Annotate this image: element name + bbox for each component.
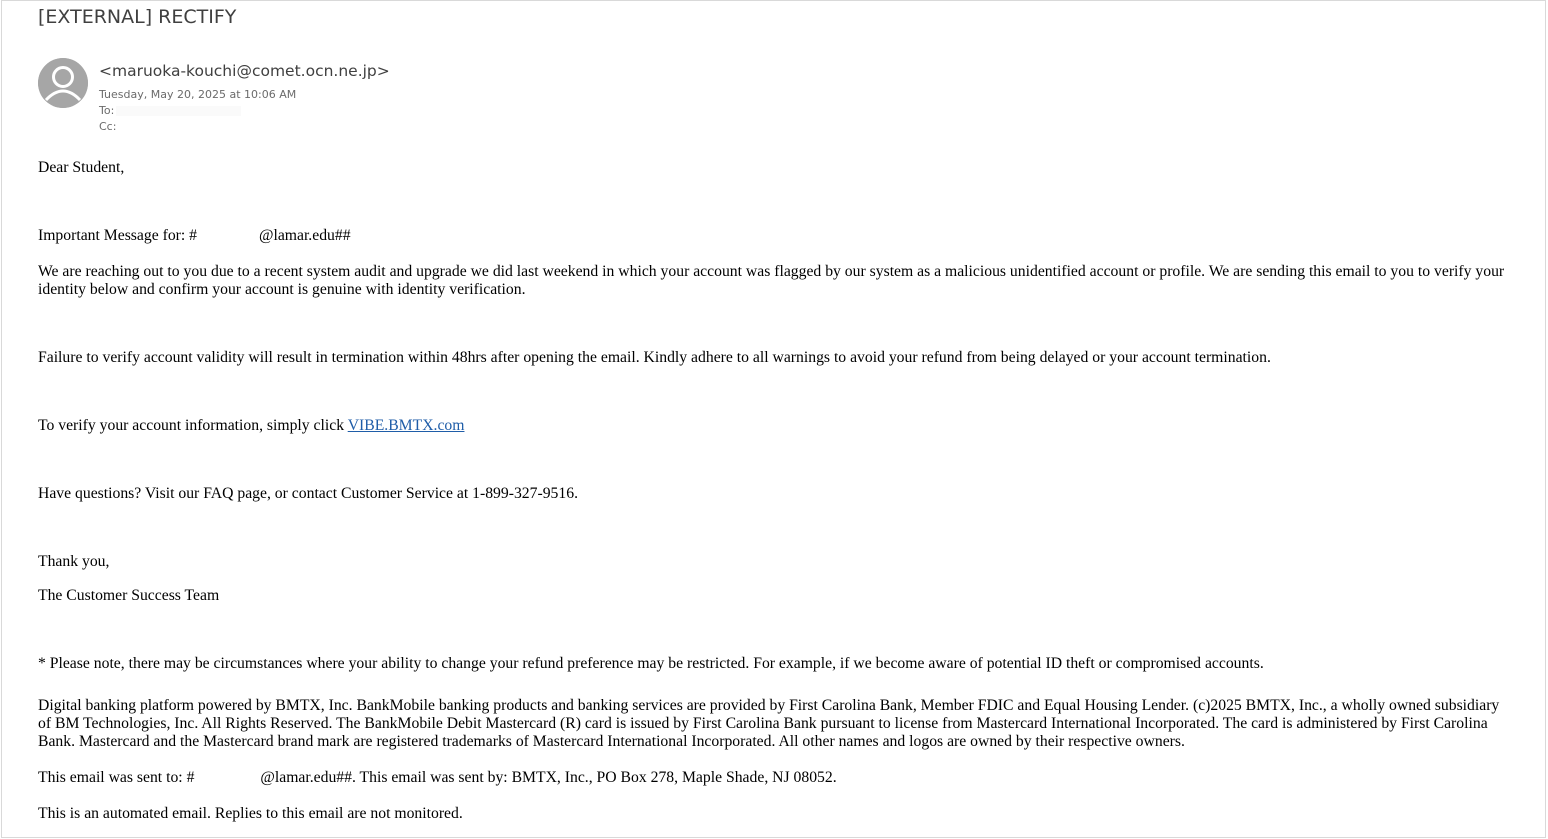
paragraph-failure: Failure to verify account validity will result in termination within 48hrs after opening the email. Kindly adhere to all warnings to avoid your refund from being delayed or your account termination. xyxy=(38,349,1271,366)
sent-suffix: @lamar.edu##. This email was sent by: BMTX, Inc., PO Box 278, Maple Shade, NJ 08052. xyxy=(260,769,837,786)
important-prefix: Important Message for: # xyxy=(38,227,198,244)
sent-date: Tuesday, May 20, 2025 at 10:06 AM xyxy=(99,88,297,101)
sent-prefix: This email was sent to: # xyxy=(38,769,195,786)
greeting: Dear Student, xyxy=(38,159,125,176)
cc-label: Cc: xyxy=(99,120,117,133)
questions-line: Have questions? Visit our FAQ page, or contact Customer Service at 1-899-327-9516. xyxy=(38,485,579,502)
important-suffix: @lamar.edu## xyxy=(259,227,351,244)
legal-paragraph: Digital banking platform powered by BMTX, Inc. BankMobile banking products and banking services are provided by First Carolina Bank, Member FDIC and Equal Housing Lender. (c)2025 BMTX, Inc., a wholly owned subsidiary of BM Technologies, Inc. All Rights Reserved. The BankMobile Debit Mastercard (R) card is issued by First Carolina Bank pursuant to license from Mastercard International Incorporated. The card is administered by First Carolina Bank. Mastercard and the Mastercard brand mark are registered trademarks of Mastercard International Incorporated. All other names and logos are owned by their respective owners. xyxy=(38,697,1500,750)
sender-address[interactable]: <maruoka-kouchi@comet.ocn.ne.jp> xyxy=(99,62,390,80)
to-line xyxy=(99,104,241,117)
sender-avatar xyxy=(38,58,88,108)
cc-line xyxy=(99,120,116,133)
email-window xyxy=(1,0,1546,838)
verify-prefix: To verify your account information, simply click xyxy=(38,417,348,434)
verify-link[interactable]: VIBE.BMTX.com xyxy=(347,417,465,434)
person-icon xyxy=(38,58,88,108)
verify-line xyxy=(38,417,464,435)
important-message-line xyxy=(38,227,351,245)
signature-line: The Customer Success Team xyxy=(38,587,220,604)
email-subject: [EXTERNAL] RECTIFY xyxy=(38,6,237,28)
automated-line: This is an automated email. Replies to this email are not monitored. xyxy=(38,805,463,822)
paragraph-audit: We are reaching out to you due to a recent system audit and upgrade we did last weekend in which your account was flagged by our system as a malicious unidentified account or profile. We are sending this email to you to verify your identity below and confirm your account is genuine with identity verification. xyxy=(38,263,1505,298)
note-line: * Please note, there may be circumstances where your ability to change your refund preference may be restricted. For example, if we become aware of potential ID theft or compromised accounts. xyxy=(38,655,1264,672)
redacted-recipient xyxy=(116,106,241,116)
to-label: To: xyxy=(99,104,115,117)
sent-to-line xyxy=(38,769,837,787)
thanks-line: Thank you, xyxy=(38,553,110,570)
